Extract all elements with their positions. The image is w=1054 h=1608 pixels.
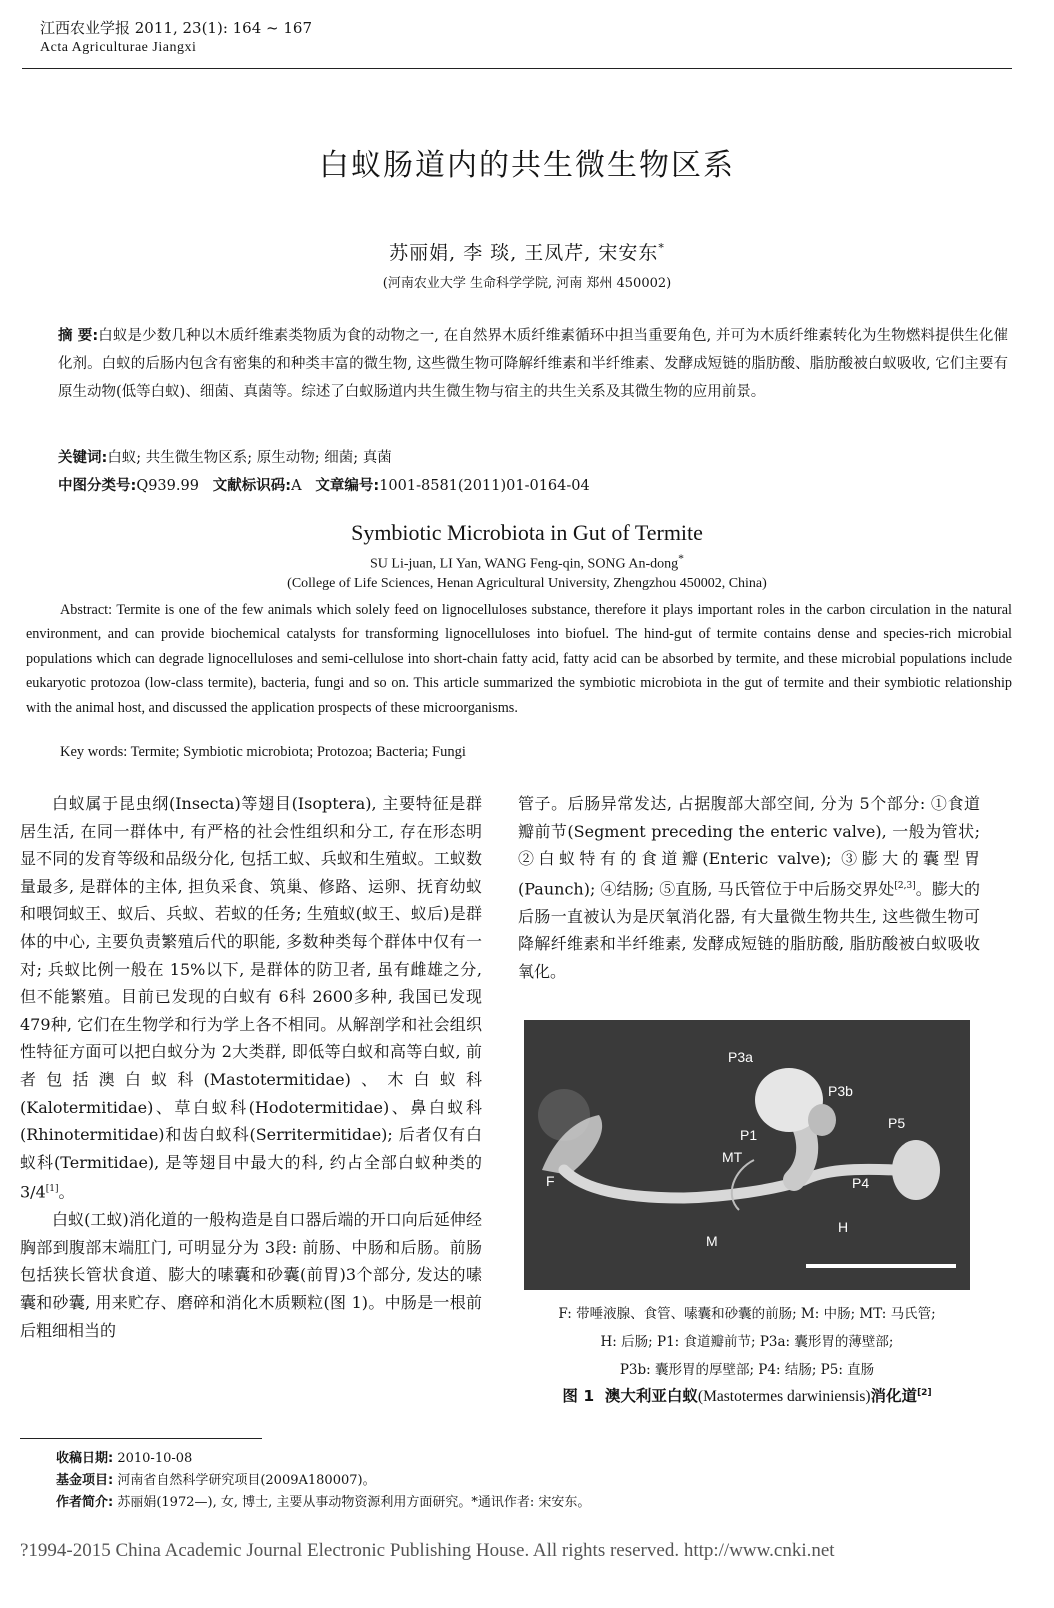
label-mt: MT bbox=[722, 1149, 743, 1165]
clc-value: Q939.99 bbox=[136, 478, 199, 494]
doc-code-value: A bbox=[291, 478, 302, 494]
label-p3a: P3a bbox=[728, 1049, 753, 1065]
body-paragraph bbox=[518, 790, 980, 985]
affiliation-en: (College of Life Sciences, Henan Agricultural University, Zhengzhou 450002, China) bbox=[287, 576, 767, 591]
author-bio-label: 作者简介: bbox=[56, 1495, 114, 1510]
abstract-cn bbox=[58, 322, 1008, 406]
keywords-en-label: Key words: bbox=[60, 744, 128, 760]
label-p5: P5 bbox=[888, 1115, 906, 1131]
figure-title-cn: 澳大利亚白蚁 bbox=[604, 1387, 698, 1405]
figure-number: 图 1 bbox=[562, 1387, 595, 1405]
journal-name-en: Acta Agriculturae Jiangxi bbox=[40, 40, 197, 55]
body-paragraph bbox=[20, 790, 482, 1206]
label-p3b: P3b bbox=[828, 1083, 853, 1099]
article-no-value: 1001-8581(2011)01-0164-04 bbox=[379, 478, 590, 494]
figure-legend bbox=[504, 1300, 990, 1384]
body-text: 。膨大的后肠一直被认为是厌氧消化器, 有大量微生物共生, 这些微生物可降解纤维素和半纤维素, 发酵成短链的脂肪酸, 脂肪酸被白蚁吸收氧化。 bbox=[518, 879, 980, 981]
fund-text: 河南省自然科学研究项目(2009A180007)。 bbox=[117, 1473, 376, 1488]
legend-line: F: 带唾液腺、食管、嗉囊和砂囊的前肠; M: 中肠; MT: 马氏管; bbox=[558, 1306, 936, 1322]
footnote-author bbox=[56, 1492, 956, 1514]
abstract-en-text: Termite is one of the few animals which solely feed on lignocelluloses substance, therefore it plays important roles in the carbon circulation in the natural environment, and can provide biochemical catalysts for transforming lignocelluloses into biofuel. The hind-gut of termite contains dense and species-rich microbial populations which can degrade lignocelluloses and semi-cellulose into short-chain fatty acid, fatty acid can be absorbed by termite, and these microbial populations include eukaryotic protozoa (low-class termite), bacteria, fungi and so on. This article summarized the symbiotic microbiota in the gut of termite and their symbiotic relationship with the animal host, and discussed the application prospects of these microorganisms. bbox=[26, 602, 1012, 716]
abstract-en bbox=[26, 598, 1012, 720]
paper-title: 白蚁肠道内的共生微生物区系 bbox=[319, 148, 735, 183]
body-paragraph: 白蚁(工蚁)消化道的一般构造是自口器后端的开口向后延伸经胸部到腹部末端肛门, 可明显分为 3段: 前肠、中肠和后肠。前肠包括狭长管状食道、膨大的嗉囊和砂囊(前胃)3个部分, 发达的嗉囊和砂囊, 用来贮存、磨碎和消化木质颗粒(图 1)。中肠是一根前后粗细相当的 bbox=[20, 1210, 482, 1340]
citation: [2] bbox=[917, 1387, 932, 1398]
article-no-label: 文章编号: bbox=[315, 478, 380, 494]
body-column-left bbox=[20, 790, 482, 1344]
body-text: 管子。后肠异常发达, 占据腹部大部空间, 分为 5个部分: ①食道瓣前节(Segment preceding the enteric valve), 一般为管状; ②白蚁特有的食道瓣(Enteric valve); ③膨大的囊型胃(Paunch); ④结肠; ⑤直肠, 马氏管位于中后肠交界处 bbox=[518, 794, 980, 899]
figure-termite-gut bbox=[524, 1020, 970, 1290]
label-p1: P1 bbox=[740, 1127, 758, 1143]
abstract-cn-label: 摘 要: bbox=[58, 328, 99, 344]
received-date: 2010-10-08 bbox=[117, 1451, 193, 1466]
body-text: 白蚁属于昆虫纲(Insecta)等翅目(Isoptera), 主要特征是群居生活, 在同一群体中, 有严格的社会性组织和分工, 存在形态明显不同的发育等级和品级分化, 包括工蚁、兵蚁和生殖蚁。工蚁数量最多, 是群体的主体, 担负采食、筑巢、修路、运卵、抚育幼蚁和喂饲蚁王、蚁后、兵蚁、若蚁的任务; 生殖蚁(蚁王、蚁后)是群体的中心, 主要负责繁殖后代的职能, 多数种类每个群体中仅有一对; 兵蚁比例一般在 15%以下, 是群体的防卫者, 虽有雌雄之分, 但不能繁殖。目前已发现的白蚁有 6科 2600多种, 我国已发现 479种, 它们在生物学和行为学上各不相同。从解剖学和社会组织性特征方面可以把白蚁分为 2大类群, 即低等白蚁和高等白蚁, 前者包括澳白蚁科(Mastotermitidae)、木白蚁科(Kalotermitidae)、草白蚁科(Hodotermitidae)、鼻白蚁科(Rhinotermitidae)和齿白蚁科(Serritermitidae); 后者仅有白蚁科(Termitidae), 是等翅目中最大的科, 约占全部白蚁种类的 3/4 bbox=[20, 794, 482, 1202]
affiliation: (河南农业大学 生命科学学院, 河南 郑州 450002) bbox=[382, 276, 672, 291]
label-m: M bbox=[706, 1233, 718, 1249]
figure-title-species: (Mastotermes darwiniensis) bbox=[697, 1388, 871, 1405]
scale-bar bbox=[806, 1264, 956, 1268]
keywords-cn-label: 关键词: bbox=[58, 450, 108, 466]
p5-shape bbox=[892, 1140, 940, 1200]
classification-line bbox=[58, 472, 1008, 500]
citation: [1] bbox=[45, 1184, 59, 1195]
body-text: 。 bbox=[58, 1182, 75, 1202]
author-bio-text: 苏丽娟(1972—), 女, 博士, 主要从事动物资源利用方面研究。*通讯作者: 宋安东。 bbox=[117, 1495, 591, 1510]
doc-code-label: 文献标识码: bbox=[212, 478, 292, 494]
legend-line: P3b: 囊形胃的厚壁部; P4: 结肠; P5: 直肠 bbox=[619, 1362, 875, 1378]
authors bbox=[0, 238, 1054, 265]
figure-title-end: 消化道 bbox=[870, 1387, 918, 1405]
corresponding-mark-en: * bbox=[678, 552, 684, 565]
keywords-cn bbox=[58, 444, 1008, 472]
abstract-en-label: Abstract: bbox=[60, 602, 113, 618]
clc-label: 中图分类号: bbox=[58, 478, 137, 494]
keywords-en-text: Termite; Symbiotic microbiota; Protozoa; Bacteria; Fungi bbox=[130, 744, 466, 760]
footnotes bbox=[56, 1448, 956, 1514]
abstract-cn-text: 白蚁是少数几种以木质纤维素类物质为食的动物之一, 在自然界木质纤维素循环中担当重要角色, 并可为木质纤维素转化为生物燃料提供生化催化剂。白蚁的后肠内包含有密集的和种类丰富的微生物, 这些微生物可降解纤维素和半纤维素、发酵成短链的脂肪酸、脂肪酸被白蚁吸收, 它们主要有原生动物(低等白蚁)、细菌、真菌等。综述了白蚁肠道内共生微生物与宿主的共生关系及其微生物的应用前景。 bbox=[58, 328, 1008, 400]
corresponding-mark: * bbox=[658, 241, 665, 255]
author-names-en: SU Li-juan, LI Yan, WANG Feng-qin, SONG An-dong bbox=[370, 556, 679, 572]
label-p4: P4 bbox=[852, 1175, 870, 1191]
legend-line: H: 后肠; P1: 食道瓣前节; P3a: 囊形胃的薄壁部; bbox=[600, 1334, 894, 1350]
label-h: H bbox=[838, 1219, 849, 1235]
journal-header bbox=[40, 18, 312, 58]
citation: [2,3] bbox=[894, 880, 916, 891]
title-en: Symbiotic Microbiota in Gut of Termite bbox=[351, 520, 703, 545]
footnote-fund bbox=[56, 1470, 956, 1492]
cnki-watermark: ?1994-2015 China Academic Journal Electronic Publishing House. All rights reserved. http://www.cnki.net bbox=[20, 1540, 835, 1561]
keywords-cn-text: 白蚁; 共生微生物区系; 原生动物; 细菌; 真菌 bbox=[107, 450, 392, 466]
fund-label: 基金项目: bbox=[56, 1473, 114, 1488]
keywords-en bbox=[60, 744, 466, 761]
header-rule bbox=[22, 68, 1012, 69]
authors-en bbox=[0, 552, 1054, 573]
p3b-shape bbox=[808, 1104, 836, 1136]
figure-title bbox=[504, 1384, 990, 1406]
journal-citation: 江西农业学报 2011, 23(1): 164 ~ 167 bbox=[40, 19, 313, 37]
author-names: 苏丽娟, 李 琰, 王凤芹, 宋安东 bbox=[389, 242, 659, 264]
footnote-rule bbox=[20, 1438, 262, 1439]
received-label: 收稿日期: bbox=[56, 1451, 114, 1466]
label-f: F bbox=[546, 1173, 555, 1189]
body-column-right bbox=[518, 790, 980, 985]
footnote-received bbox=[56, 1448, 956, 1470]
